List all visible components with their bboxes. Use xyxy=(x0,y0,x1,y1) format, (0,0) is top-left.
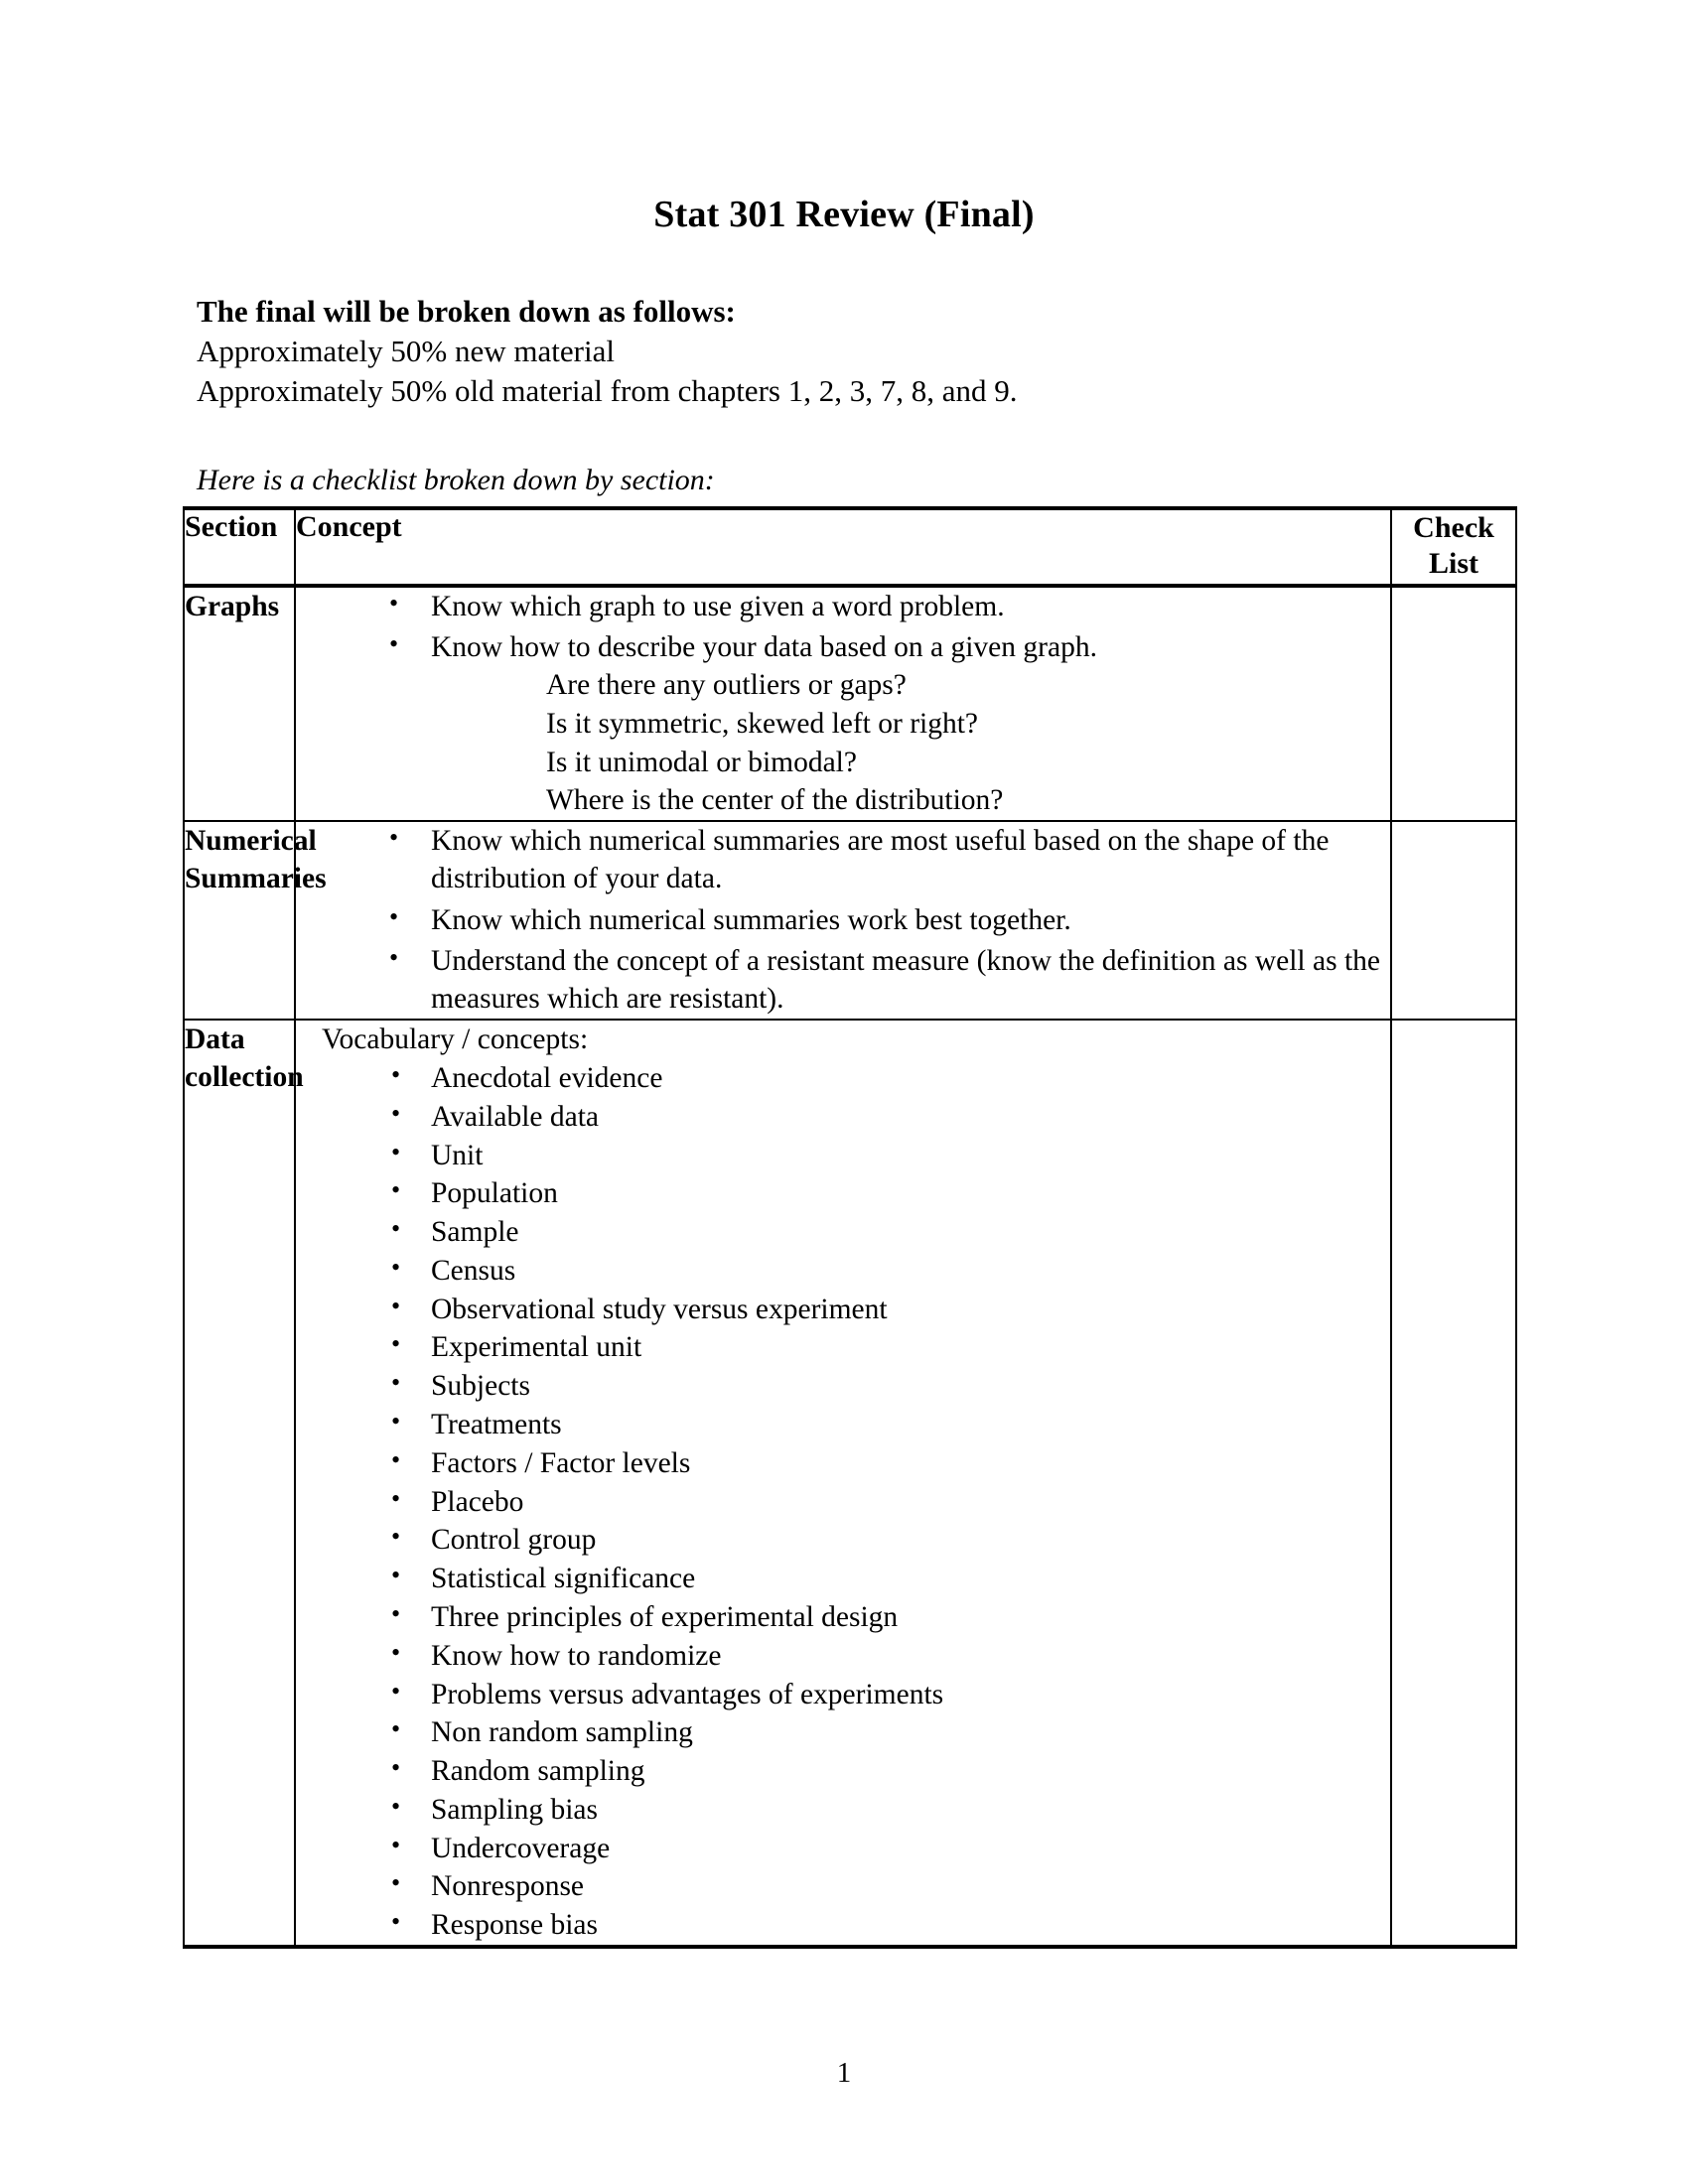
list-item: • Understand the concept of a resistant measure (know the definition as well as the measures which are resistant). xyxy=(296,942,1390,1019)
graphs-bullet-list xyxy=(296,588,1390,667)
list-item: • Unit xyxy=(296,1137,1390,1175)
list-item: • Response bias xyxy=(296,1906,1390,1945)
checklist-subtitle: Here is a checklist broken down by section: xyxy=(197,463,715,496)
checkbox-cell-data-collection[interactable] xyxy=(1391,1020,1516,1947)
graphs-subline: Are there any outliers or gaps? xyxy=(546,669,907,702)
table-header xyxy=(184,508,1516,586)
graphs-subline: Is it symmetric, skewed left or right? xyxy=(546,708,979,741)
list-item: • Observational study versus experiment xyxy=(296,1291,1390,1329)
checklist-table xyxy=(183,506,1517,1949)
list-item: • Sampling bias xyxy=(296,1791,1390,1830)
intro-block xyxy=(0,236,1688,412)
row-section-line1: Data xyxy=(185,1023,245,1055)
row-section-data-collection xyxy=(184,1020,304,1947)
row-section-graphs: Graphs xyxy=(184,586,295,821)
list-item: • Anecdotal evidence xyxy=(296,1059,1390,1098)
list-item: • Control group xyxy=(296,1521,1390,1560)
table-row xyxy=(184,586,1516,821)
table-body xyxy=(184,586,1516,1947)
list-item: • Random sampling xyxy=(296,1752,1390,1791)
column-header-check-list xyxy=(1391,508,1516,586)
list-item: • Nonresponse xyxy=(296,1867,1390,1906)
list-item: • Problems versus advantages of experiments xyxy=(296,1676,1390,1714)
row-section-line2: collection xyxy=(185,1061,304,1093)
list-item: • Know which numerical summaries are most useful based on the shape of the distribution of your data. xyxy=(296,822,1390,898)
table-row xyxy=(184,1020,1516,1947)
list-item: • Know how to randomize xyxy=(296,1637,1390,1676)
graphs-subline: Where is the center of the distribution? xyxy=(546,784,1004,817)
list-item: • Factors / Factor levels xyxy=(296,1444,1390,1483)
intro-line-new-material: Approximately 50% new material xyxy=(197,334,615,369)
list-item: • Treatments xyxy=(296,1406,1390,1444)
vocabulary-heading: Vocabulary / concepts: xyxy=(322,1023,589,1055)
page-title: Stat 301 Review (Final) xyxy=(653,194,1035,235)
graphs-subline: Is it unimodal or bimodal? xyxy=(546,746,857,778)
list-item: • Know which numerical summaries work best together. xyxy=(296,901,1390,939)
table-header-row xyxy=(184,508,1516,586)
numerical-summaries-bullet-list xyxy=(296,822,1390,1019)
list-item: • Statistical significance xyxy=(296,1560,1390,1598)
row-section-line2: Summaries xyxy=(185,863,327,895)
list-item: • Population xyxy=(296,1174,1390,1213)
row-section-numerical-summaries xyxy=(184,821,327,1020)
row-concept-numerical-summaries xyxy=(295,821,1391,1020)
checkbox-cell-graphs[interactable] xyxy=(1391,586,1516,821)
column-header-section: Section xyxy=(184,508,295,586)
checkbox-cell-numerical-summaries[interactable] xyxy=(1391,821,1516,1020)
row-concept-graphs xyxy=(295,586,1391,821)
intro-lead: The final will be broken down as follows: xyxy=(197,293,736,329)
column-header-check-line2: List xyxy=(1428,547,1478,581)
column-header-concept: Concept xyxy=(295,508,1391,586)
list-item: • Undercoverage xyxy=(296,1830,1390,1868)
table-row xyxy=(184,821,1516,1020)
page-number: 1 xyxy=(836,2057,852,2089)
list-item: • Census xyxy=(296,1252,1390,1291)
row-concept-data-collection xyxy=(295,1020,1391,1947)
vocabulary-list xyxy=(296,1059,1390,1945)
list-item: • Available data xyxy=(296,1098,1390,1137)
list-item: • Experimental unit xyxy=(296,1328,1390,1367)
list-item: • Three principles of experimental design xyxy=(296,1598,1390,1637)
intro-line-old-material: Approximately 50% old material from chapters 1, 2, 3, 7, 8, and 9. xyxy=(197,373,1018,409)
list-item: • Non random sampling xyxy=(296,1713,1390,1752)
list-item: • Placebo xyxy=(296,1483,1390,1522)
row-section-line1: Numerical xyxy=(185,824,317,857)
list-item: • Know how to describe your data based on a given graph. xyxy=(296,628,1390,666)
list-item: • Know which graph to use given a word problem. xyxy=(296,588,1390,625)
list-item: • Subjects xyxy=(296,1367,1390,1406)
list-item: • Sample xyxy=(296,1213,1390,1252)
column-header-check-line1: Check xyxy=(1413,510,1494,544)
